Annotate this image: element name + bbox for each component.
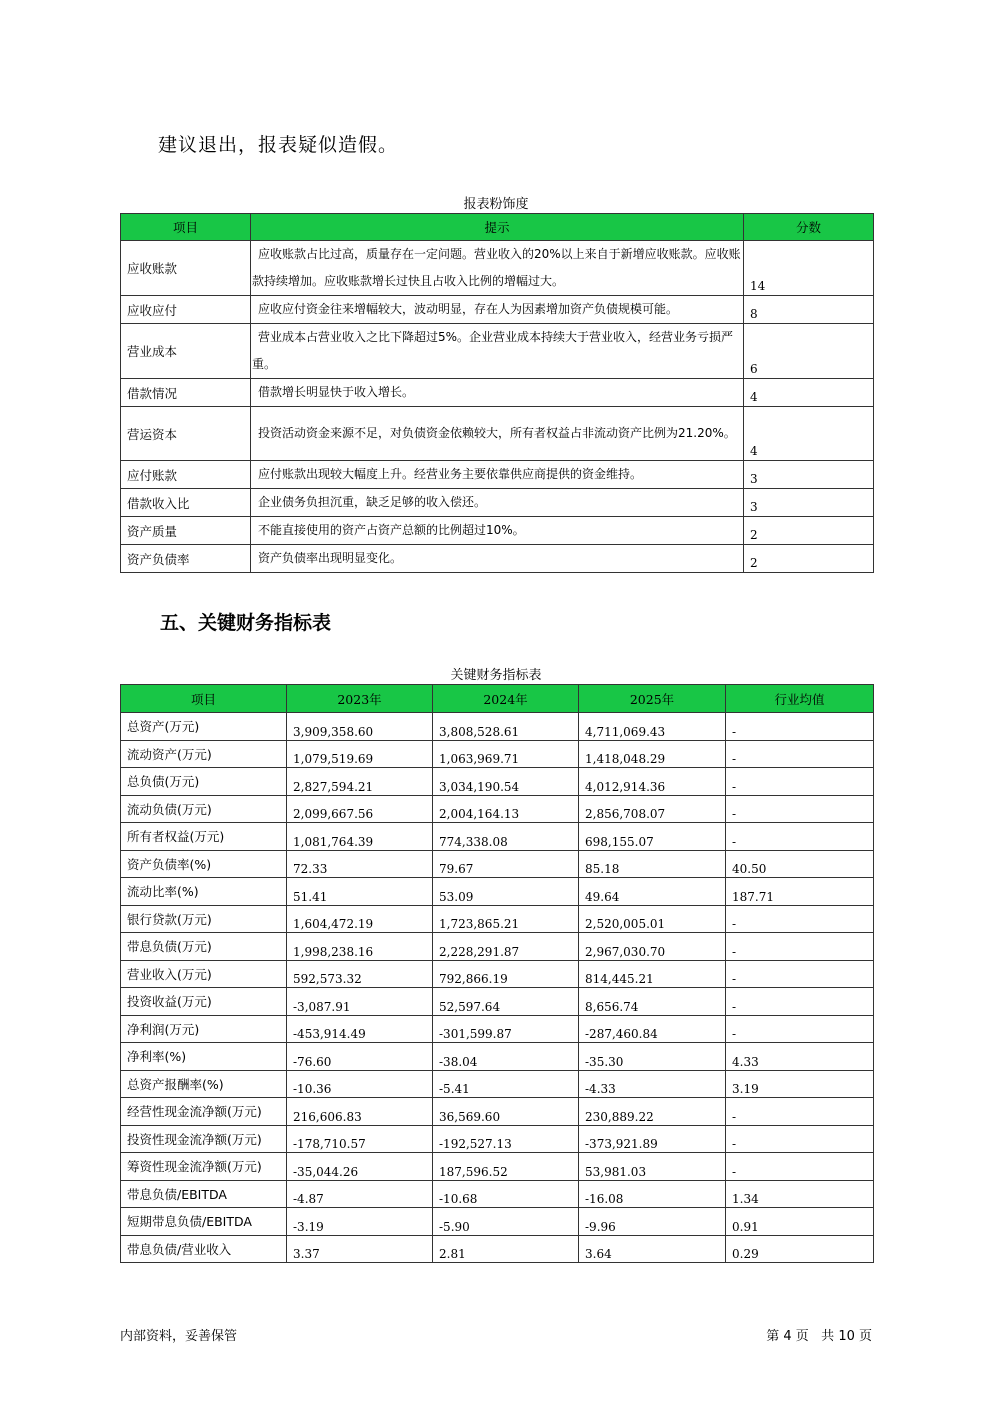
t2-2025-cell: 2,967,030.70 bbox=[579, 933, 726, 961]
t2-item-cell: 资产负债率(%) bbox=[121, 850, 287, 878]
t1-score-cell: 14 bbox=[744, 241, 874, 296]
t2-2025-cell: 2,856,708.07 bbox=[579, 795, 726, 823]
t2-2023-cell: 1,998,238.16 bbox=[287, 933, 433, 961]
t1-score-cell: 4 bbox=[744, 407, 874, 461]
t2-industry-avg-cell: - bbox=[726, 988, 874, 1016]
table2-caption: 关键财务指标表 bbox=[450, 668, 542, 683]
t2-item-cell: 总资产报酬率(%) bbox=[121, 1070, 287, 1098]
t1-item-cell: 应收应付 bbox=[121, 296, 251, 324]
t2-item-cell: 流动负债(万元) bbox=[121, 795, 287, 823]
t2-industry-avg-cell: - bbox=[726, 713, 874, 741]
t2-2025-cell: 230,889.22 bbox=[579, 1098, 726, 1126]
t2-2025-cell: 3.64 bbox=[579, 1235, 726, 1263]
t2-2023-cell: -76.60 bbox=[287, 1043, 433, 1071]
t2-item-cell: 净利润(万元) bbox=[121, 1015, 287, 1043]
t2-2025-cell: -16.08 bbox=[579, 1180, 726, 1208]
t2-item-cell: 筹资性现金流净额(万元) bbox=[121, 1153, 287, 1181]
t1-tip-text: 企业债务负担沉重，缺乏足够的收入偿还。 bbox=[258, 495, 487, 509]
t1-score-cell: 3 bbox=[744, 489, 874, 517]
table-row bbox=[121, 407, 874, 461]
t1-header-score: 分数 bbox=[744, 214, 874, 241]
t2-industry-avg-cell: - bbox=[726, 740, 874, 768]
table-row bbox=[121, 1125, 874, 1153]
t2-2023-cell: 1,079,519.69 bbox=[287, 740, 433, 768]
t2-2025-cell: -4.33 bbox=[579, 1070, 726, 1098]
t2-2024-cell: 774,338.08 bbox=[433, 823, 579, 851]
t2-2023-cell: -3.19 bbox=[287, 1208, 433, 1236]
t2-2025-cell: -373,921.89 bbox=[579, 1125, 726, 1153]
t2-2023-cell: 51.41 bbox=[287, 878, 433, 906]
t2-item-cell: 经营性现金流净额(万元) bbox=[121, 1098, 287, 1126]
t1-score-cell: 4 bbox=[744, 379, 874, 407]
table-row bbox=[121, 713, 874, 741]
t2-2023-cell: -3,087.91 bbox=[287, 988, 433, 1016]
t2-2024-cell: 792,866.19 bbox=[433, 960, 579, 988]
t1-tip-cell bbox=[251, 517, 744, 545]
t1-tip-text: 应收账款占比过高，质量存在一定问题。营业收入的20%以上来自于新增应收账款。应收账款持续增加。应收账款增长过快且占收入比例的增幅过大。 bbox=[252, 247, 741, 288]
t2-2025-cell: 2,520,005.01 bbox=[579, 905, 726, 933]
t2-2024-cell: -301,599.87 bbox=[433, 1015, 579, 1043]
t2-item-cell: 营业收入(万元) bbox=[121, 960, 287, 988]
t2-2023-cell: 2,099,667.56 bbox=[287, 795, 433, 823]
table-row bbox=[121, 1208, 874, 1236]
t2-industry-avg-cell: - bbox=[726, 1125, 874, 1153]
t1-tip-cell bbox=[251, 379, 744, 407]
t1-tip-cell bbox=[251, 545, 744, 573]
t1-tip-text: 应付账款出现较大幅度上升。经营业务主要依靠供应商提供的资金维持。 bbox=[258, 467, 643, 481]
t2-2023-cell: -35,044.26 bbox=[287, 1153, 433, 1181]
table-row bbox=[121, 878, 874, 906]
t2-2023-cell: 3,909,358.60 bbox=[287, 713, 433, 741]
t2-2024-cell: -10.68 bbox=[433, 1180, 579, 1208]
t2-2024-cell: 1,723,865.21 bbox=[433, 905, 579, 933]
table-row bbox=[121, 241, 874, 296]
t2-2024-cell: 53.09 bbox=[433, 878, 579, 906]
t2-2023-cell: 2,827,594.21 bbox=[287, 768, 433, 796]
t1-score-cell: 8 bbox=[744, 296, 874, 324]
t1-score-cell: 6 bbox=[744, 324, 874, 379]
table-row bbox=[121, 1235, 874, 1263]
t2-industry-avg-cell: - bbox=[726, 1153, 874, 1181]
t2-industry-avg-cell: - bbox=[726, 768, 874, 796]
t1-tip-text: 营业成本占营业收入之比下降超过5%。企业营业成本持续大于营业收入，经营业务亏损严重。 bbox=[252, 330, 734, 371]
table-row bbox=[121, 1043, 874, 1071]
t2-industry-avg-cell: 1.34 bbox=[726, 1180, 874, 1208]
t1-tip-text: 应收应付资金往来增幅较大，波动明显，存在人为因素增加资产负债规模可能。 bbox=[258, 302, 679, 316]
t1-tip-text: 资产负债率出现明显变化。 bbox=[258, 551, 403, 565]
t2-2025-cell: 8,656.74 bbox=[579, 988, 726, 1016]
report-whitewash-table bbox=[120, 213, 874, 573]
table-row bbox=[121, 1153, 874, 1181]
t2-industry-avg-cell: - bbox=[726, 823, 874, 851]
t2-item-cell: 短期带息负债/EBITDA bbox=[121, 1208, 287, 1236]
table-row bbox=[121, 933, 874, 961]
t2-2024-cell: 2.81 bbox=[433, 1235, 579, 1263]
table-row bbox=[121, 960, 874, 988]
table-row bbox=[121, 1070, 874, 1098]
t1-tip-cell bbox=[251, 296, 744, 324]
table-row bbox=[121, 517, 874, 545]
t2-item-cell: 所有者权益(万元) bbox=[121, 823, 287, 851]
table-row bbox=[121, 823, 874, 851]
t2-industry-avg-cell: 40.50 bbox=[726, 850, 874, 878]
t2-header-2024: 2024年 bbox=[433, 685, 579, 713]
t2-2023-cell: 1,604,472.19 bbox=[287, 905, 433, 933]
table-row bbox=[121, 489, 874, 517]
t2-2025-cell: -9.96 bbox=[579, 1208, 726, 1236]
t2-2025-cell: 53,981.03 bbox=[579, 1153, 726, 1181]
t2-item-cell: 总负债(万元) bbox=[121, 768, 287, 796]
t2-2024-cell: 52,597.64 bbox=[433, 988, 579, 1016]
t2-2024-cell: 3,034,190.54 bbox=[433, 768, 579, 796]
t1-tip-text: 不能直接使用的资产占资产总额的比例超过10%。 bbox=[258, 523, 525, 537]
t2-industry-avg-cell: - bbox=[726, 905, 874, 933]
table-row bbox=[121, 1180, 874, 1208]
t2-2024-cell: 79.67 bbox=[433, 850, 579, 878]
t2-2023-cell: 72.33 bbox=[287, 850, 433, 878]
t2-2025-cell: 49.64 bbox=[579, 878, 726, 906]
t2-header-industry-avg: 行业均值 bbox=[726, 685, 874, 713]
t1-item-cell: 借款收入比 bbox=[121, 489, 251, 517]
t2-2025-cell: 4,711,069.43 bbox=[579, 713, 726, 741]
t2-item-cell: 流动资产(万元) bbox=[121, 740, 287, 768]
t2-2024-cell: 36,569.60 bbox=[433, 1098, 579, 1126]
t2-2025-cell: -287,460.84 bbox=[579, 1015, 726, 1043]
t2-2024-cell: -192,527.13 bbox=[433, 1125, 579, 1153]
table-row bbox=[121, 768, 874, 796]
t1-score-cell: 3 bbox=[744, 461, 874, 489]
t1-tip-text: 投资活动资金来源不足，对负债资金依赖较大，所有者权益占非流动资产比例为21.20%。 bbox=[258, 426, 736, 440]
t2-industry-avg-cell: - bbox=[726, 795, 874, 823]
t2-item-cell: 银行贷款(万元) bbox=[121, 905, 287, 933]
table-row bbox=[121, 795, 874, 823]
t2-industry-avg-cell: 0.91 bbox=[726, 1208, 874, 1236]
t2-industry-avg-cell: - bbox=[726, 1015, 874, 1043]
footer-page-number: 第 4 页 共 10 页 bbox=[766, 1329, 872, 1344]
table1-caption: 报表粉饰度 bbox=[463, 197, 529, 212]
t2-header-2023: 2023年 bbox=[287, 685, 433, 713]
t1-item-cell: 资产质量 bbox=[121, 517, 251, 545]
t2-2024-cell: 2,228,291.87 bbox=[433, 933, 579, 961]
table-row bbox=[121, 545, 874, 573]
t1-tip-cell bbox=[251, 461, 744, 489]
t2-2024-cell: -5.90 bbox=[433, 1208, 579, 1236]
t2-2024-cell: 3,808,528.61 bbox=[433, 713, 579, 741]
t1-item-cell: 营业成本 bbox=[121, 324, 251, 379]
t2-2025-cell: 814,445.21 bbox=[579, 960, 726, 988]
t2-2025-cell: 85.18 bbox=[579, 850, 726, 878]
t2-item-cell: 带息负债(万元) bbox=[121, 933, 287, 961]
t2-industry-avg-cell: 4.33 bbox=[726, 1043, 874, 1071]
section-heading: 五、关键财务指标表 bbox=[160, 612, 332, 634]
t1-item-cell: 营运资本 bbox=[121, 407, 251, 461]
t2-2023-cell: -10.36 bbox=[287, 1070, 433, 1098]
t1-item-cell: 应付账款 bbox=[121, 461, 251, 489]
t2-2024-cell: 2,004,164.13 bbox=[433, 795, 579, 823]
t1-header-tip: 提示 bbox=[251, 214, 744, 241]
t2-2024-cell: -38.04 bbox=[433, 1043, 579, 1071]
table-row bbox=[121, 324, 874, 379]
t2-item-cell: 带息负债/营业收入 bbox=[121, 1235, 287, 1263]
t2-item-cell: 投资收益(万元) bbox=[121, 988, 287, 1016]
footer-left: 内部资料，妥善保管 bbox=[120, 1329, 238, 1344]
key-financial-indicators-table bbox=[120, 684, 874, 1263]
t2-2023-cell: 3.37 bbox=[287, 1235, 433, 1263]
t1-tip-cell bbox=[251, 241, 744, 296]
t2-2025-cell: 4,012,914.36 bbox=[579, 768, 726, 796]
t2-2024-cell: -5.41 bbox=[433, 1070, 579, 1098]
t1-item-cell: 资产负债率 bbox=[121, 545, 251, 573]
t2-item-cell: 总资产(万元) bbox=[121, 713, 287, 741]
table-row bbox=[121, 850, 874, 878]
table-row bbox=[121, 905, 874, 933]
t1-tip-text: 借款增长明显快于收入增长。 bbox=[258, 385, 415, 399]
t2-2025-cell: -35.30 bbox=[579, 1043, 726, 1071]
t1-header-item: 项目 bbox=[121, 214, 251, 241]
lead-text: 建议退出，报表疑似造假。 bbox=[158, 134, 399, 156]
t1-item-cell: 借款情况 bbox=[121, 379, 251, 407]
t1-score-cell: 2 bbox=[744, 545, 874, 573]
t2-industry-avg-cell: 3.19 bbox=[726, 1070, 874, 1098]
table-row bbox=[121, 379, 874, 407]
t2-header-item: 项目 bbox=[121, 685, 287, 713]
t2-2024-cell: 1,063,969.71 bbox=[433, 740, 579, 768]
t2-2023-cell: -178,710.57 bbox=[287, 1125, 433, 1153]
table-row bbox=[121, 740, 874, 768]
t2-2024-cell: 187,596.52 bbox=[433, 1153, 579, 1181]
t2-2023-cell: 216,606.83 bbox=[287, 1098, 433, 1126]
t2-item-cell: 净利率(%) bbox=[121, 1043, 287, 1071]
t2-2025-cell: 698,155.07 bbox=[579, 823, 726, 851]
t2-item-cell: 带息负债/EBITDA bbox=[121, 1180, 287, 1208]
t2-item-cell: 流动比率(%) bbox=[121, 878, 287, 906]
t2-2025-cell: 1,418,048.29 bbox=[579, 740, 726, 768]
t2-industry-avg-cell: 0.29 bbox=[726, 1235, 874, 1263]
t2-2023-cell: 592,573.32 bbox=[287, 960, 433, 988]
t1-tip-cell bbox=[251, 407, 744, 461]
t1-score-cell: 2 bbox=[744, 517, 874, 545]
t2-2023-cell: -453,914.49 bbox=[287, 1015, 433, 1043]
t2-industry-avg-cell: - bbox=[726, 960, 874, 988]
t2-industry-avg-cell: - bbox=[726, 933, 874, 961]
table-row bbox=[121, 1098, 874, 1126]
table-row bbox=[121, 1015, 874, 1043]
table-row bbox=[121, 988, 874, 1016]
t2-2023-cell: 1,081,764.39 bbox=[287, 823, 433, 851]
t1-tip-cell bbox=[251, 489, 744, 517]
t1-item-cell: 应收账款 bbox=[121, 241, 251, 296]
t1-tip-cell bbox=[251, 324, 744, 379]
t2-industry-avg-cell: - bbox=[726, 1098, 874, 1126]
t2-item-cell: 投资性现金流净额(万元) bbox=[121, 1125, 287, 1153]
t2-header-2025: 2025年 bbox=[579, 685, 726, 713]
t2-2023-cell: -4.87 bbox=[287, 1180, 433, 1208]
table-row bbox=[121, 296, 874, 324]
t2-industry-avg-cell: 187.71 bbox=[726, 878, 874, 906]
table-row bbox=[121, 461, 874, 489]
